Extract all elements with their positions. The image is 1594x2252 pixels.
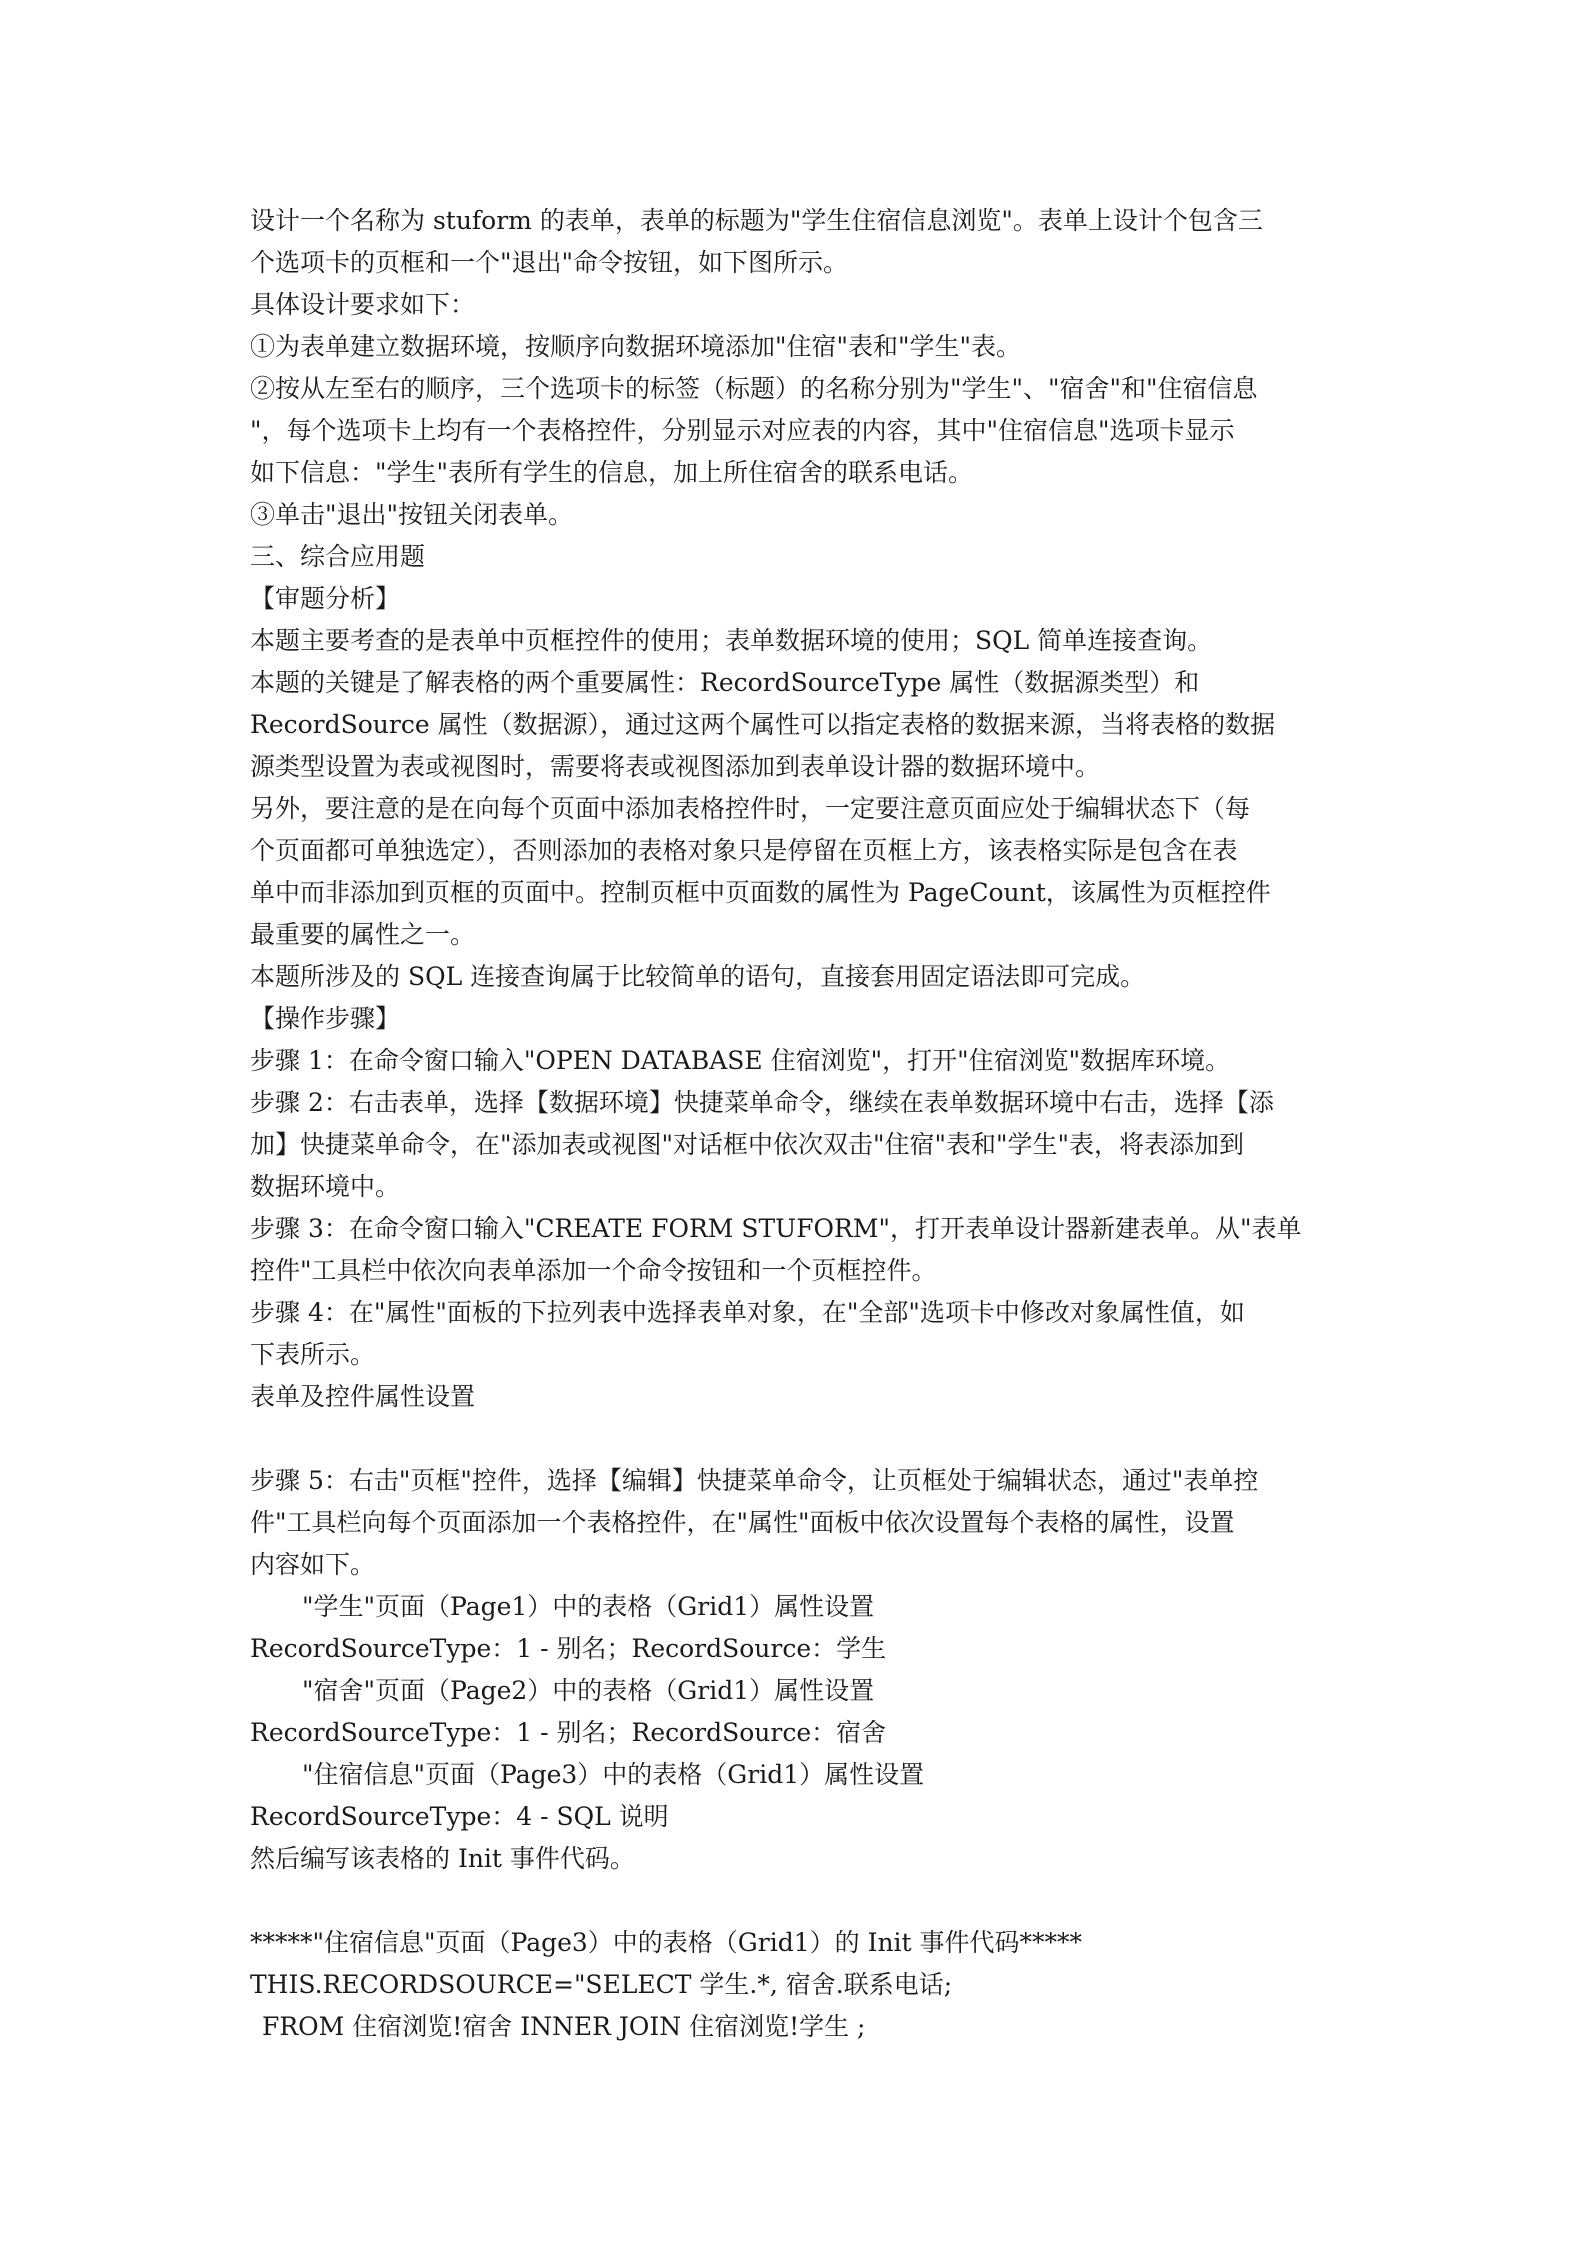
step-line: 步骤 4：在"属性"面板的下拉列表中选择表单对象，在"全部"选项卡中修改对象属性值，如: [250, 1298, 1245, 1327]
code-line: THIS.RECORDSOURCE="SELECT 学生.*, 宿舍.联系电话;: [250, 1970, 953, 1999]
step-line: 步骤 3：在命令窗口输入"CREATE FORM STUFORM"，打开表单设计器新建表单。从"表单: [250, 1214, 1302, 1243]
text-line: "，每个选项卡上均有一个表格控件，分别显示对应表的内容，其中"住宿信息"选项卡显示: [250, 416, 1235, 445]
step-line: 加】快捷菜单命令，在"添加表或视图"对话框中依次双击"住宿"表和"学生"表，将表添加到: [250, 1130, 1244, 1159]
text-line: 另外，要注意的是在向每个页面中添加表格控件时，一定要注意页面应处于编辑状态下（每: [250, 794, 1251, 823]
property-heading: "宿舍"页面（Page2）中的表格（Grid1）属性设置: [302, 1676, 875, 1705]
text-line: ③单击"退出"按钮关闭表单。: [250, 500, 573, 529]
step-line: 步骤 2：右击表单，选择【数据环境】快捷菜单命令，继续在表单数据环境中右击，选择【添: [250, 1088, 1274, 1117]
blank-line: [250, 1880, 1360, 1922]
text-line: 设计一个名称为 stuform 的表单，表单的标题为"学生住宿信息浏览"。表单上设计个包含三: [250, 206, 1263, 235]
step-line: 下表所示。: [250, 1340, 376, 1369]
step-line: 步骤 5：右击"页框"控件，选择【编辑】快捷菜单命令，让页框处于编辑状态，通过"表单控: [250, 1466, 1259, 1495]
text-line: 单中而非添加到页框的页面中。控制页框中页面数的属性为 PageCount，该属性为页框控件: [250, 878, 1271, 907]
text-line: 最重要的属性之一。: [250, 920, 476, 949]
text-line: 本题所涉及的 SQL 连接查询属于比较简单的语句，直接套用固定语法即可完成。: [250, 962, 1146, 991]
text-line: ②按从左至右的顺序，三个选项卡的标签（标题）的名称分别为"学生"、"宿舍"和"住宿信息: [250, 374, 1258, 403]
property-line: RecordSourceType：4 - SQL 说明: [250, 1802, 669, 1831]
step-line: 内容如下。: [250, 1550, 376, 1579]
subsection-heading: 【操作步骤】: [250, 1004, 401, 1033]
table-caption: 表单及控件属性设置: [250, 1382, 476, 1411]
code-comment: *****"住宿信息"页面（Page3）中的表格（Grid1）的 Init 事件代码*****: [250, 1928, 1083, 1957]
text-line: 源类型设置为表或视图时，需要将表或视图添加到表单设计器的数据环境中。: [250, 752, 1101, 781]
step-line: 数据环境中。: [250, 1172, 401, 1201]
blank-line: [250, 1418, 1360, 1460]
property-line: RecordSourceType：1 - 别名；RecordSource：学生: [250, 1634, 887, 1663]
text-line: 具体设计要求如下：: [250, 290, 476, 319]
text-line: 如下信息："学生"表所有学生的信息，加上所住宿舍的联系电话。: [250, 458, 974, 487]
text-line: RecordSource 属性（数据源），通过这两个属性可以指定表格的数据来源，当将表格的数据: [250, 710, 1276, 739]
document-page: [250, 200, 1360, 2048]
property-heading: "学生"页面（Page1）中的表格（Grid1）属性设置: [302, 1592, 875, 1621]
text-line: ①为表单建立数据环境，按顺序向数据环境添加"住宿"表和"学生"表。: [250, 332, 1021, 361]
text-line: 本题的关键是了解表格的两个重要属性：RecordSourceType 属性（数据源类型）和: [250, 668, 1200, 697]
text-line: 本题主要考查的是表单中页框控件的使用；表单数据环境的使用；SQL 简单连接查询。: [250, 626, 1213, 655]
text-line: 个页面都可单独选定），否则添加的表格对象只是停留在页框上方，该表格实际是包含在表: [250, 836, 1238, 865]
section-heading: 三、综合应用题: [250, 542, 426, 571]
property-line: RecordSourceType：1 - 别名；RecordSource：宿舍: [250, 1718, 887, 1747]
text-line: 个选项卡的页框和一个"退出"命令按钮，如下图所示。: [250, 248, 849, 277]
step-line: 步骤 1：在命令窗口输入"OPEN DATABASE 住宿浏览"，打开"住宿浏览"数据库环境。: [250, 1046, 1231, 1075]
text-line: 然后编写该表格的 Init 事件代码。: [250, 1844, 635, 1873]
subsection-heading: 【审题分析】: [250, 584, 401, 613]
code-line: FROM 住宿浏览!宿舍 INNER JOIN 住宿浏览!学生 ;: [262, 2012, 866, 2041]
step-line: 控件"工具栏中依次向表单添加一个命令按钮和一个页框控件。: [250, 1256, 937, 1285]
step-line: 件"工具栏向每个页面添加一个表格控件，在"属性"面板中依次设置每个表格的属性，设置: [250, 1508, 1235, 1537]
property-heading: "住宿信息"页面（Page3）中的表格（Grid1）属性设置: [302, 1760, 925, 1789]
